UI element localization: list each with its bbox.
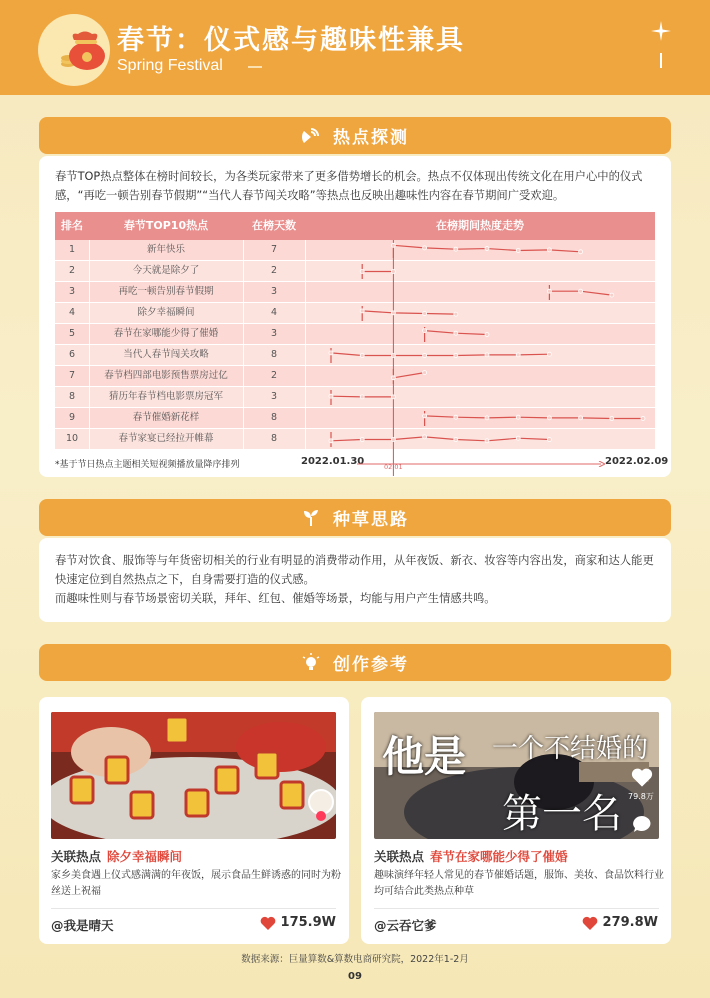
reference-user-2[interactable]: @云吞它爹 (374, 918, 437, 933)
subtitle-dash (248, 66, 262, 68)
table-footnote: *基于节日热点主题相关短视频播放量降序排列 (55, 460, 240, 470)
trend-point (391, 395, 395, 399)
cell-days: 3 (270, 286, 278, 297)
cell-topic: 春节家宴已经拉开帷幕 (118, 433, 214, 444)
trend-point (423, 329, 427, 333)
date-mid: 02.01 (384, 463, 403, 471)
page-number: 09 (348, 971, 362, 982)
trend-point (423, 312, 427, 316)
trend-point (360, 395, 364, 399)
trend-point (454, 247, 458, 251)
trend-point (454, 438, 458, 442)
cell-rank: 6 (68, 349, 76, 360)
trend-point (547, 289, 551, 293)
trend-point (485, 333, 489, 337)
cell-topic: 春节在家哪能少得了催婚 (113, 328, 219, 339)
overlay-text-2: 第一名 (502, 791, 622, 837)
section-creation-header (39, 644, 671, 681)
heart-icon (260, 916, 276, 930)
table-header (55, 212, 655, 240)
cell-days: 8 (270, 349, 278, 360)
cell-days: 2 (270, 370, 278, 381)
trend-point (485, 353, 489, 357)
cell-rank: 10 (65, 433, 79, 444)
trend-point (579, 416, 583, 420)
overlay-text-1b: 一个不结婚的 (492, 734, 649, 764)
cell-topic: 当代人春节闯关攻略 (123, 349, 209, 360)
cell-days: 4 (270, 307, 278, 318)
likes-count: 175.9W (280, 915, 336, 930)
cell-rank: 3 (68, 286, 76, 297)
trend-point (391, 354, 395, 358)
trend-point (516, 436, 520, 440)
lightbulb-icon (301, 653, 321, 673)
money-bag-icon (60, 28, 110, 72)
cell-days: 2 (270, 265, 278, 276)
trend-point (610, 293, 614, 297)
trend-point (329, 439, 333, 443)
cell-rank: 2 (68, 265, 76, 276)
trend-point (391, 311, 395, 315)
trend-point (391, 270, 395, 274)
trend-point (454, 415, 458, 419)
section-seeding-header (39, 499, 671, 536)
page-title: 春节：仪式感与趣味性兼具 (117, 25, 465, 56)
cell-rank: 4 (68, 307, 76, 318)
trend-point (485, 416, 489, 420)
trend-point (547, 416, 551, 420)
trend-point (423, 414, 427, 418)
trend-line (393, 373, 424, 378)
th-rank: 排名 (61, 219, 83, 232)
cell-topic: 新年快乐 (146, 244, 185, 255)
trend-point (547, 438, 551, 442)
th-days: 在榜天数 (252, 219, 296, 232)
overlay-text-1a: 他是 (382, 732, 467, 781)
cell-rank: 8 (68, 391, 76, 402)
hot-topic-link[interactable]: 春节在家哪能少得了催婚 (430, 849, 568, 864)
trend-point (391, 243, 395, 247)
seeding-para-2: 而趣味性则与春节场景密切关联，拜年、红包、催婚等场景，均能与用户产生情感共鸣。 (55, 592, 496, 605)
trend-point (423, 371, 427, 375)
trend-point (360, 438, 364, 442)
date-end: 2022.02.09 (605, 456, 669, 467)
hot-explore-card (39, 156, 671, 477)
reference-hot-topic-1 (51, 847, 182, 865)
trend-point (485, 439, 489, 443)
section-title: 创作参考 (333, 655, 409, 675)
hot-explore-intro: 春节TOP热点整体在榜时间较长，为各类玩家带来了更多借势增长的机会。热点不仅体现出传统文化在用户心中的仪式感，“再吃一顿告别春节假期”“当代人春节闯关攻略”等热点也反映出趣味性内容在春节期间广受欢迎。 (55, 170, 643, 202)
seeding-para-1: 春节对饮食、服饰等与年货密切相关的行业有明显的消费带动作用，从年夜饭、新衣、妆容等内容出发，商家和达人能更快速定位到自然热点之下，自身需要打造的仪式感。 (55, 554, 654, 586)
trend-point (610, 417, 614, 421)
hot-label: 关联热点 (374, 849, 425, 864)
cell-days: 7 (270, 244, 278, 255)
reference-desc-1: 家乡美食遇上仪式感满满的年夜饭，展示食品生鲜诱惑的同时为粉丝送上祝福 (51, 870, 341, 897)
cell-topic: 今天就是除夕了 (132, 265, 200, 276)
sprout-icon (301, 508, 321, 528)
trend-point (579, 289, 583, 293)
hot-label: 关联热点 (51, 849, 102, 864)
cell-topic: 猜历年春节档电影票房冠军 (108, 391, 223, 402)
trend-point (360, 270, 364, 274)
sparkle-line (660, 53, 662, 68)
trend-point (360, 354, 364, 358)
th-trend: 在榜期间热度走势 (436, 219, 524, 232)
reference-video-thumbnail-1[interactable] (51, 712, 336, 839)
heart-icon[interactable] (631, 767, 653, 787)
cell-rank: 5 (68, 328, 76, 339)
cell-rank: 1 (68, 244, 76, 255)
overlay-likes: 79.8万 (628, 792, 654, 801)
data-source: 数据来源：巨量算数&算数电商研究院，2022年1-2月 (241, 954, 469, 965)
page-header (0, 0, 710, 95)
divider (51, 908, 336, 909)
radar-icon (301, 126, 321, 146)
trend-point (423, 246, 427, 250)
trend-point (391, 438, 395, 442)
reference-card-1[interactable] (39, 697, 349, 944)
timeline-arrow (357, 461, 605, 467)
cell-topic: 春节档四部电影预售票房过亿 (104, 370, 228, 381)
trend-point (454, 312, 458, 316)
cell-days: 3 (270, 328, 278, 339)
reference-user-1[interactable]: @我是晴天 (51, 918, 114, 933)
cell-topic: 春节催婚新花样 (132, 412, 200, 423)
cell-rank: 9 (68, 412, 76, 423)
divider (374, 908, 659, 909)
comment-icon[interactable] (632, 815, 652, 833)
trend-point (516, 249, 520, 253)
cell-days: 3 (270, 391, 278, 402)
th-topic: 春节TOP10热点 (123, 219, 209, 232)
section-title: 热点探测 (333, 128, 409, 148)
reference-desc-2: 趣味演绎年轻人常见的春节催婚话题，服饰、美妆、食品饮料行业均可结合此类热点种草 (374, 870, 664, 897)
trend-point (423, 354, 427, 358)
reference-video-thumbnail-2[interactable] (374, 712, 659, 839)
seeding-card (39, 538, 671, 622)
trend-point (516, 415, 520, 419)
reference-likes-1 (260, 915, 336, 930)
cell-days: 8 (270, 433, 278, 444)
heart-icon (582, 916, 598, 930)
cell-rank: 7 (68, 370, 76, 381)
trend-point (329, 394, 333, 398)
trend-point (360, 309, 364, 313)
cell-topic: 再吃一顿告别春节假期 (118, 286, 214, 297)
trend-line (362, 311, 456, 314)
trend-point (516, 353, 520, 357)
trend-point (391, 376, 395, 380)
sparkle-icon (651, 21, 671, 41)
section-title: 种草思路 (333, 510, 409, 530)
trend-point (547, 352, 551, 356)
hot-topic-link[interactable]: 除夕幸福瞬间 (107, 849, 183, 864)
reference-likes-2 (582, 915, 658, 930)
trend-point (329, 351, 333, 355)
cell-days: 8 (270, 412, 278, 423)
trend-point (423, 435, 427, 439)
trend-point (454, 331, 458, 335)
likes-count: 279.8W (602, 915, 658, 930)
cell-topic: 除夕幸福瞬间 (137, 307, 195, 318)
hot-topics-table (55, 212, 655, 454)
trend-point (454, 354, 458, 358)
trend-point (641, 417, 645, 421)
trend-point (579, 250, 583, 254)
reference-card-2[interactable] (361, 697, 671, 944)
trend-chart (305, 240, 655, 454)
trend-point (547, 248, 551, 252)
date-start: 2022.01.30 (301, 456, 365, 467)
reference-hot-topic-2 (374, 847, 568, 865)
section-hot-explore-header (39, 117, 671, 154)
trend-point (485, 247, 489, 251)
page-subtitle: Spring Festival (117, 57, 223, 74)
